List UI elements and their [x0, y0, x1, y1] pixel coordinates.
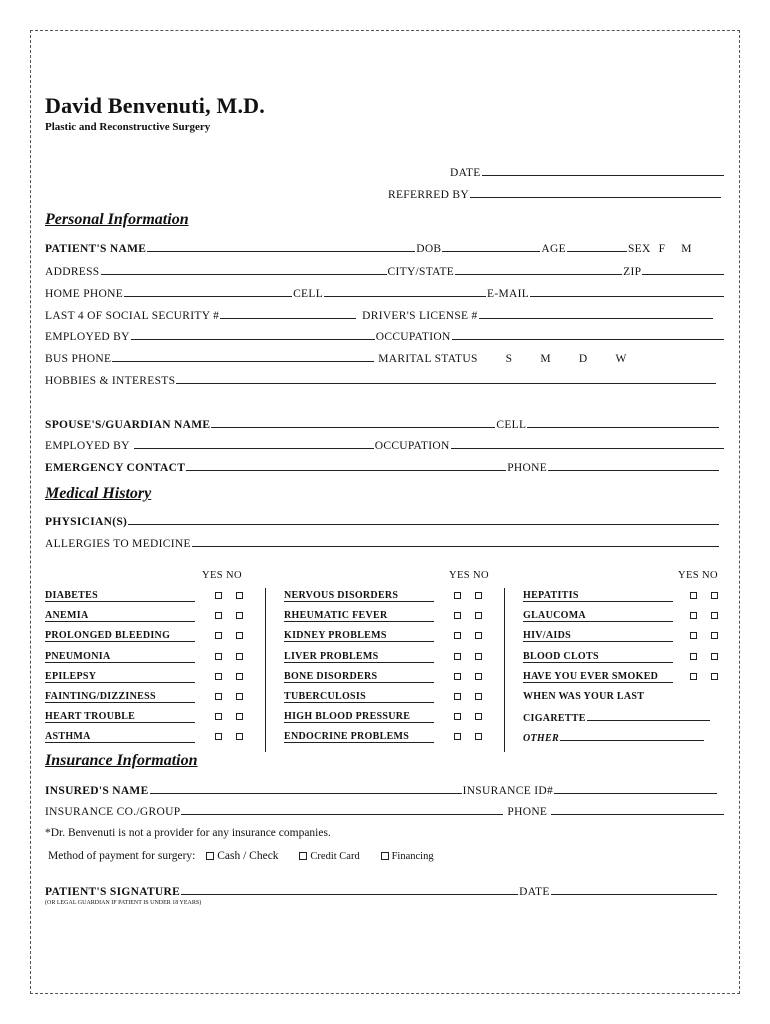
physician-input[interactable] [128, 514, 719, 525]
no-checkbox[interactable] [711, 612, 718, 619]
yes-checkbox[interactable] [215, 592, 222, 599]
condition-row [284, 608, 486, 628]
insurance-phone-input[interactable] [551, 804, 724, 815]
yes-checkbox[interactable] [454, 632, 461, 639]
credit-card-label: Credit Card [310, 851, 360, 862]
insured-name-row [45, 783, 718, 799]
financing-checkbox[interactable] [381, 852, 389, 860]
personal-info-heading: Personal Information [45, 211, 189, 228]
insurance-company-input[interactable] [181, 804, 503, 815]
yes-checkbox[interactable] [454, 653, 461, 660]
condition-label: BONE DISORDERS [284, 671, 434, 683]
spouse-row [45, 417, 720, 433]
yes-no-header-1: YES NO [202, 570, 243, 581]
last-cigarette-label-2: CIGARETTE [523, 713, 586, 724]
emergency-contact-input[interactable] [186, 460, 506, 471]
insurance-id-label: INSURANCE ID# [462, 785, 554, 797]
patient-name-label: PATIENT'S NAME [45, 243, 147, 255]
patient-name-row [45, 241, 725, 257]
condition-row [284, 709, 486, 729]
employed-by-label: EMPLOYED BY [45, 331, 130, 343]
condition-row [45, 628, 250, 648]
spouse-name-label: SPOUSE'S/GUARDIAN NAME [45, 419, 211, 431]
allergies-label: ALLERGIES TO MEDICINE [45, 538, 191, 550]
insurance-id-input[interactable] [554, 783, 717, 794]
bus-phone-label: BUS PHONE [45, 353, 112, 365]
condition-row [523, 649, 723, 669]
condition-label: HEART TROUBLE [45, 711, 195, 723]
spouse-employment-row [45, 438, 725, 454]
email-input[interactable] [530, 286, 724, 297]
condition-label: HIGH BLOOD PRESSURE [284, 711, 434, 723]
home-phone-label: HOME PHONE [45, 288, 124, 300]
payment-method-label: Method of payment for surgery: [48, 850, 196, 862]
condition-label: HAVE YOU EVER SMOKED [523, 671, 673, 683]
no-checkbox[interactable] [236, 653, 243, 660]
conditions-column-1 [45, 588, 250, 750]
cell-input[interactable] [324, 286, 486, 297]
phone-row [45, 286, 725, 302]
bus-phone-row [45, 351, 725, 367]
no-checkbox[interactable] [475, 673, 482, 680]
condition-row [45, 709, 250, 729]
condition-row [45, 649, 250, 669]
allergies-input[interactable] [192, 536, 719, 547]
spouse-name-input[interactable] [211, 417, 495, 428]
condition-row [284, 729, 486, 749]
condition-label: BLOOD CLOTS [523, 651, 673, 663]
ssn-input[interactable] [220, 308, 356, 319]
marital-option-d[interactable]: D [578, 353, 588, 365]
yes-checkbox[interactable] [454, 713, 461, 720]
no-checkbox[interactable] [236, 632, 243, 639]
condition-label: RHEUMATIC FEVER [284, 610, 434, 622]
signature-date-label: DATE [519, 886, 550, 898]
condition-label: EPILEPSY [45, 671, 195, 683]
condition-label: ENDOCRINE PROBLEMS [284, 731, 434, 743]
condition-row [45, 729, 250, 749]
conditions-column-2 [284, 588, 486, 750]
sex-option-f[interactable]: F [658, 243, 666, 255]
referred-field-row [388, 187, 722, 203]
emergency-contact-label: EMERGENCY CONTACT [45, 462, 186, 474]
bus-phone-input[interactable] [112, 351, 374, 362]
condition-row [45, 608, 250, 628]
yes-checkbox[interactable] [690, 653, 697, 660]
yes-checkbox[interactable] [215, 713, 222, 720]
cash-check-label: Cash / Check [217, 850, 279, 862]
yes-checkbox[interactable] [215, 693, 222, 700]
condition-row [284, 628, 486, 648]
specialty: Plastic and Reconstructive Surgery [45, 121, 211, 133]
no-checkbox[interactable] [236, 612, 243, 619]
zip-label: ZIP [623, 266, 642, 278]
hobbies-label: HOBBIES & INTERESTS [45, 375, 176, 387]
zip-input[interactable] [642, 264, 724, 275]
no-checkbox[interactable] [475, 713, 482, 720]
condition-label: LIVER PROBLEMS [284, 651, 434, 663]
age-label: AGE [541, 243, 566, 255]
yes-checkbox[interactable] [690, 673, 697, 680]
yes-checkbox[interactable] [454, 733, 461, 740]
hobbies-row [45, 373, 717, 389]
condition-label: KIDNEY PROBLEMS [284, 630, 434, 642]
ssn-row [45, 308, 725, 324]
yes-checkbox[interactable] [215, 733, 222, 740]
insurance-company-label: INSURANCE CO./GROUP [45, 806, 181, 818]
no-checkbox[interactable] [236, 693, 243, 700]
emergency-row [45, 460, 720, 476]
no-checkbox[interactable] [475, 632, 482, 639]
column-divider-1 [265, 588, 266, 752]
insured-name-label: INSURED'S NAME [45, 785, 149, 797]
cell-label: CELL [293, 288, 324, 300]
signature-row [45, 884, 718, 900]
marital-option-m[interactable]: M [540, 353, 551, 365]
doctor-name: David Benvenuti, M.D. [45, 93, 265, 118]
no-checkbox[interactable] [236, 713, 243, 720]
home-phone-input[interactable] [124, 286, 292, 297]
address-input[interactable] [101, 264, 387, 275]
patient-name-input[interactable] [147, 241, 415, 252]
no-checkbox[interactable] [711, 592, 718, 599]
referred-by-input[interactable] [470, 187, 721, 198]
spouse-cell-input[interactable] [527, 417, 719, 428]
hobbies-input[interactable] [176, 373, 716, 384]
conditions-column-3 [523, 588, 723, 689]
insurance-info-heading: Insurance Information [45, 752, 198, 769]
no-checkbox[interactable] [475, 612, 482, 619]
sex-option-m[interactable]: M [681, 243, 692, 255]
medical-history-heading: Medical History [45, 485, 152, 502]
city-state-label: CITY/STATE [387, 266, 455, 278]
last-cigarette-row [523, 710, 711, 726]
no-checkbox[interactable] [475, 592, 482, 599]
other-input[interactable] [560, 730, 704, 741]
employment-row [45, 329, 725, 345]
insurance-phone-label: PHONE [507, 806, 548, 818]
financing-label: Financing [391, 851, 434, 862]
yes-checkbox[interactable] [215, 673, 222, 680]
dob-input[interactable] [442, 241, 540, 252]
spouse-employed-by-input[interactable] [134, 438, 374, 449]
condition-row [523, 669, 723, 689]
referred-by-label: REFERRED BY [388, 189, 469, 201]
allergies-row [45, 536, 720, 552]
dob-label: DOB [416, 243, 442, 255]
condition-row [523, 588, 723, 608]
email-label: E-MAIL [487, 288, 530, 300]
condition-row [284, 689, 486, 709]
yes-no-header-2: YES NO [449, 570, 490, 581]
condition-row [284, 649, 486, 669]
no-checkbox[interactable] [475, 653, 482, 660]
spouse-employed-by-label: EMPLOYED BY [45, 440, 130, 452]
payment-method-row [48, 850, 434, 862]
credit-card-checkbox[interactable] [299, 852, 307, 860]
no-checkbox[interactable] [236, 592, 243, 599]
guardian-note: (OR LEGAL GUARDIAN IF PATIENT IS UNDER 18 YEARS) [45, 900, 202, 906]
date-label: DATE [450, 167, 481, 179]
condition-row [284, 588, 486, 608]
condition-label: DIABETES [45, 590, 195, 602]
condition-row [523, 608, 723, 628]
spouse-cell-label: CELL [496, 419, 527, 431]
drivers-license-label: DRIVER'S LICENSE # [362, 310, 478, 322]
condition-label: ASTHMA [45, 731, 195, 743]
condition-row [284, 669, 486, 689]
condition-label: HEPATITIS [523, 590, 673, 602]
condition-label: TUBERCULOSIS [284, 691, 434, 703]
yes-checkbox[interactable] [215, 632, 222, 639]
condition-label: FAINTING/DIZZINESS [45, 691, 195, 703]
sex-label: SEX [627, 243, 651, 255]
age-input[interactable] [567, 241, 627, 252]
physician-label: PHYSICIAN(S) [45, 516, 128, 528]
employed-by-input[interactable] [131, 329, 375, 340]
signature-label: PATIENT'S SIGNATURE [45, 886, 181, 898]
yes-checkbox[interactable] [215, 653, 222, 660]
yes-checkbox[interactable] [454, 592, 461, 599]
last-cigarette-input[interactable] [587, 710, 710, 721]
physician-row [45, 514, 720, 530]
date-field-row [450, 165, 725, 181]
emergency-phone-label: PHONE [507, 462, 548, 474]
condition-label: PROLONGED BLEEDING [45, 630, 195, 642]
drivers-license-input[interactable] [479, 308, 713, 319]
last-cigarette-label-1: WHEN WAS YOUR LAST [523, 691, 645, 702]
condition-label: NERVOUS DISORDERS [284, 590, 434, 602]
no-checkbox[interactable] [711, 632, 718, 639]
no-checkbox[interactable] [475, 733, 482, 740]
signature-date-input[interactable] [551, 884, 717, 895]
no-checkbox[interactable] [475, 693, 482, 700]
spouse-occupation-input[interactable] [451, 438, 724, 449]
condition-label: PNEUMONIA [45, 651, 195, 663]
other-label: OTHER [523, 733, 559, 744]
address-row [45, 264, 725, 280]
condition-label: ANEMIA [45, 610, 195, 622]
yes-checkbox[interactable] [454, 673, 461, 680]
no-checkbox[interactable] [236, 733, 243, 740]
no-checkbox[interactable] [711, 653, 718, 660]
yes-checkbox[interactable] [690, 592, 697, 599]
signature-input[interactable] [181, 884, 518, 895]
insured-name-input[interactable] [150, 783, 462, 794]
occupation-label: OCCUPATION [375, 331, 451, 343]
ssn-label: LAST 4 OF SOCIAL SECURITY # [45, 310, 220, 322]
city-state-input[interactable] [455, 264, 622, 275]
marital-option-w[interactable]: W [615, 353, 627, 365]
condition-row [45, 689, 250, 709]
address-label: ADDRESS [45, 266, 100, 278]
emergency-phone-input[interactable] [548, 460, 719, 471]
condition-label: GLAUCOMA [523, 610, 673, 622]
marital-option-s[interactable]: S [505, 353, 513, 365]
column-divider-2 [504, 588, 505, 752]
insurance-disclaimer: *Dr. Benvenuti is not a provider for any insurance companies. [45, 827, 331, 839]
no-checkbox[interactable] [236, 673, 243, 680]
yes-checkbox[interactable] [454, 612, 461, 619]
condition-row [523, 628, 723, 648]
condition-row [45, 588, 250, 608]
date-input[interactable] [482, 165, 724, 176]
marital-status-label: MARITAL STATUS [378, 353, 478, 365]
other-row [523, 730, 705, 746]
spouse-occupation-label: OCCUPATION [374, 440, 450, 452]
condition-label: HIV/AIDS [523, 630, 673, 642]
occupation-input[interactable] [452, 329, 724, 340]
yes-checkbox[interactable] [690, 632, 697, 639]
yes-checkbox[interactable] [215, 612, 222, 619]
yes-no-header-3: YES NO [678, 570, 719, 581]
condition-row [45, 669, 250, 689]
cash-check-checkbox[interactable] [206, 852, 214, 860]
insurance-company-row [45, 804, 725, 820]
no-checkbox[interactable] [711, 673, 718, 680]
yes-checkbox[interactable] [454, 693, 461, 700]
yes-checkbox[interactable] [690, 612, 697, 619]
